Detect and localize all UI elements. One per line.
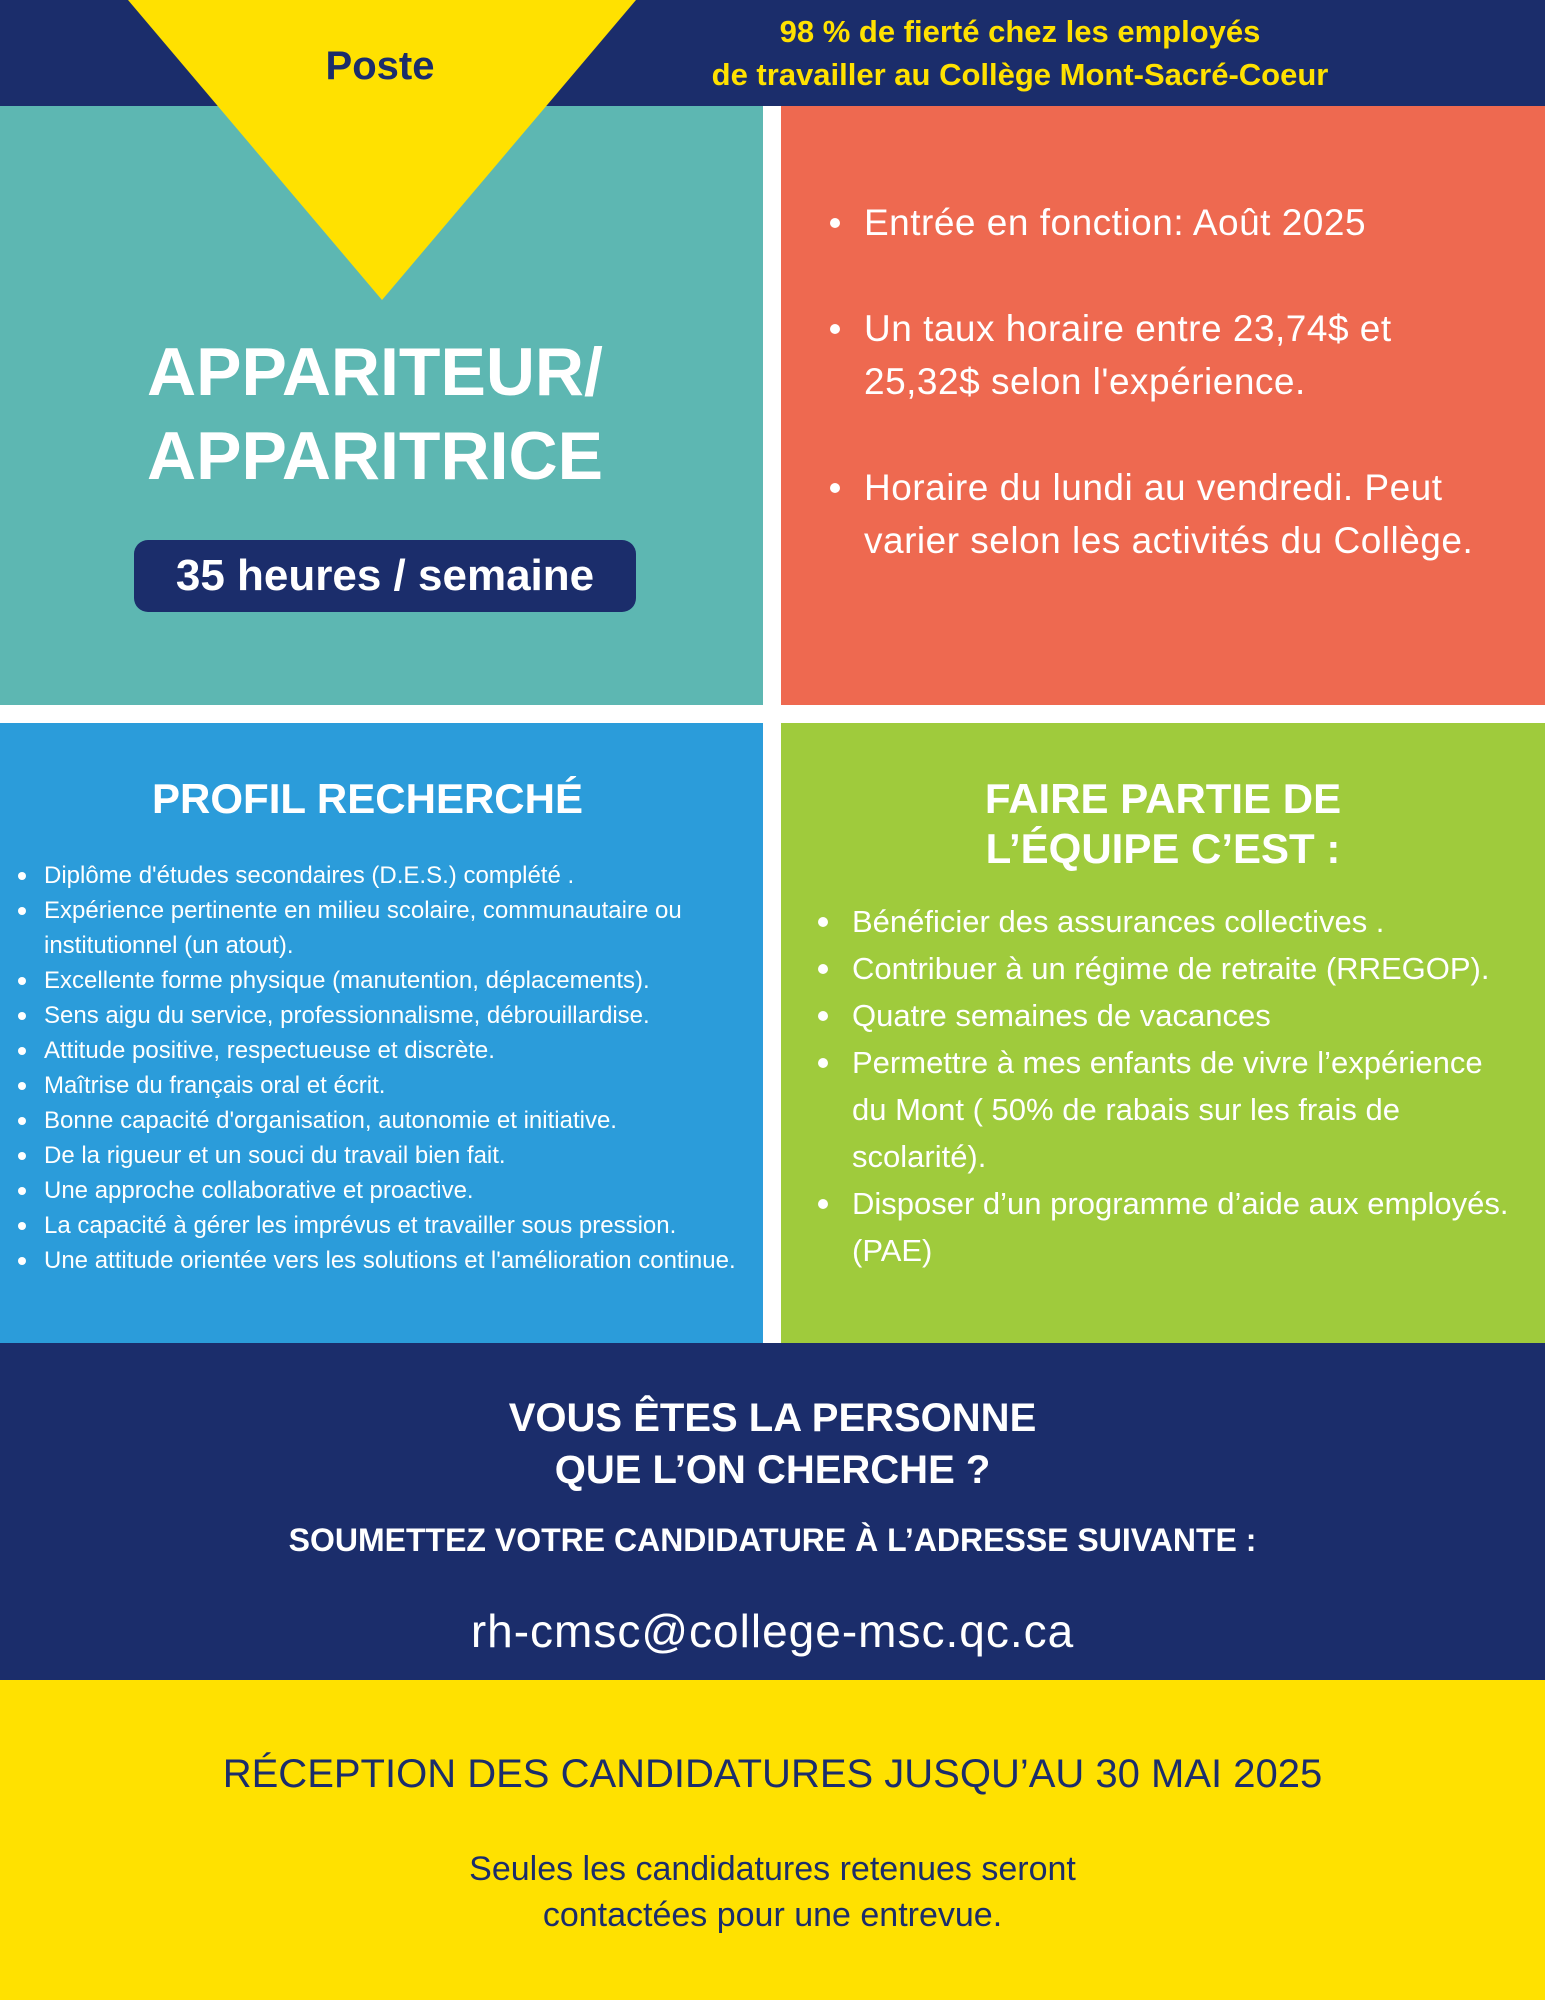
profile-item: Attitude positive, respectueuse et discrète. — [14, 1033, 749, 1068]
condition-item: Un taux horaire entre 23,74$ et 25,32$ selon l'expérience. — [826, 302, 1506, 408]
condition-item: Entrée en fonction: Août 2025 — [826, 196, 1506, 249]
team-title-line-1: FAIRE PARTIE DE — [984, 775, 1342, 822]
profile-item: La capacité à gérer les imprévus et travailler sous pression. — [14, 1208, 749, 1243]
poste-label: Poste — [325, 44, 435, 88]
profile-item: Sens aigu du service, professionnalisme, débrouillardise. — [14, 998, 749, 1033]
condition-item: Horaire du lundi au vendredi. Peut varier selon les activités du Collège. — [826, 461, 1506, 567]
footer-panel — [0, 1680, 1545, 2000]
profile-item: Maîtrise du français oral et écrit. — [14, 1068, 749, 1103]
pride-line-2: de travailler au Collège Mont-Sacré-Coeur — [711, 57, 1329, 92]
profile-item: De la rigueur et un souci du travail bien fait. — [14, 1138, 749, 1173]
profile-item: Excellente forme physique (manutention, déplacements). — [14, 963, 749, 998]
profile-item: Une attitude orientée vers les solutions et l'amélioration continue. — [14, 1243, 749, 1278]
cta-title — [0, 1392, 1545, 1496]
benefit-item: Disposer d’un programme d’aide aux employés. (PAE) — [812, 1180, 1512, 1274]
profile-item: Expérience pertinente en milieu scolaire, communautaire ou institutionnel (un atout). — [14, 893, 749, 963]
job-title-line-1: APPARITEUR/ — [147, 334, 603, 410]
benefit-item: Quatre semaines de vacances — [812, 992, 1512, 1039]
selection-note-line-2: contactées pour une entrevue. — [542, 1896, 1003, 1934]
profile-item: Bonne capacité d'organisation, autonomie et initiative. — [14, 1103, 749, 1138]
job-title — [60, 330, 690, 498]
cta-subtitle: SOUMETTEZ VOTRE CANDIDATURE À L’ADRESSE SUIVANTE : — [288, 1522, 1257, 1558]
application-deadline: RÉCEPTION DES CANDIDATURES JUSQU’AU 30 MAI 2025 — [222, 1752, 1323, 1796]
benefit-item: Permettre à mes enfants de vivre l’expérience du Mont ( 50% de rabais sur les frais de scolarité). — [812, 1039, 1512, 1180]
team-title-line-2: L’ÉQUIPE C’EST : — [985, 825, 1341, 872]
selection-note-line-1: Seules les candidatures retenues seront — [469, 1850, 1076, 1888]
cta-title-line-2: QUE L’ON CHERCHE ? — [554, 1448, 991, 1492]
benefit-item: Bénéficier des assurances collectives . — [812, 898, 1512, 945]
selection-note — [0, 1846, 1545, 1938]
pride-line-1: 98 % de fierté chez les employés — [779, 14, 1261, 49]
conditions-list — [826, 196, 1506, 620]
benefits-list — [812, 898, 1512, 1274]
profile-list — [14, 858, 749, 1278]
contact-email[interactable]: rh-cmsc@college-msc.qc.ca — [470, 1605, 1075, 1657]
cta-title-line-1: VOUS ÊTES LA PERSONNE — [508, 1396, 1037, 1440]
job-title-line-2: APPARITRICE — [147, 418, 603, 494]
benefit-item: Contribuer à un régime de retraite (RREGOP). — [812, 945, 1512, 992]
profile-title: PROFIL RECHERCHÉ — [152, 775, 583, 822]
profile-item: Diplôme d'études secondaires (D.E.S.) complété . — [14, 858, 749, 893]
hours-badge: 35 heures / semaine — [134, 540, 636, 612]
team-title — [781, 774, 1545, 874]
profile-item: Une approche collaborative et proactive. — [14, 1173, 749, 1208]
